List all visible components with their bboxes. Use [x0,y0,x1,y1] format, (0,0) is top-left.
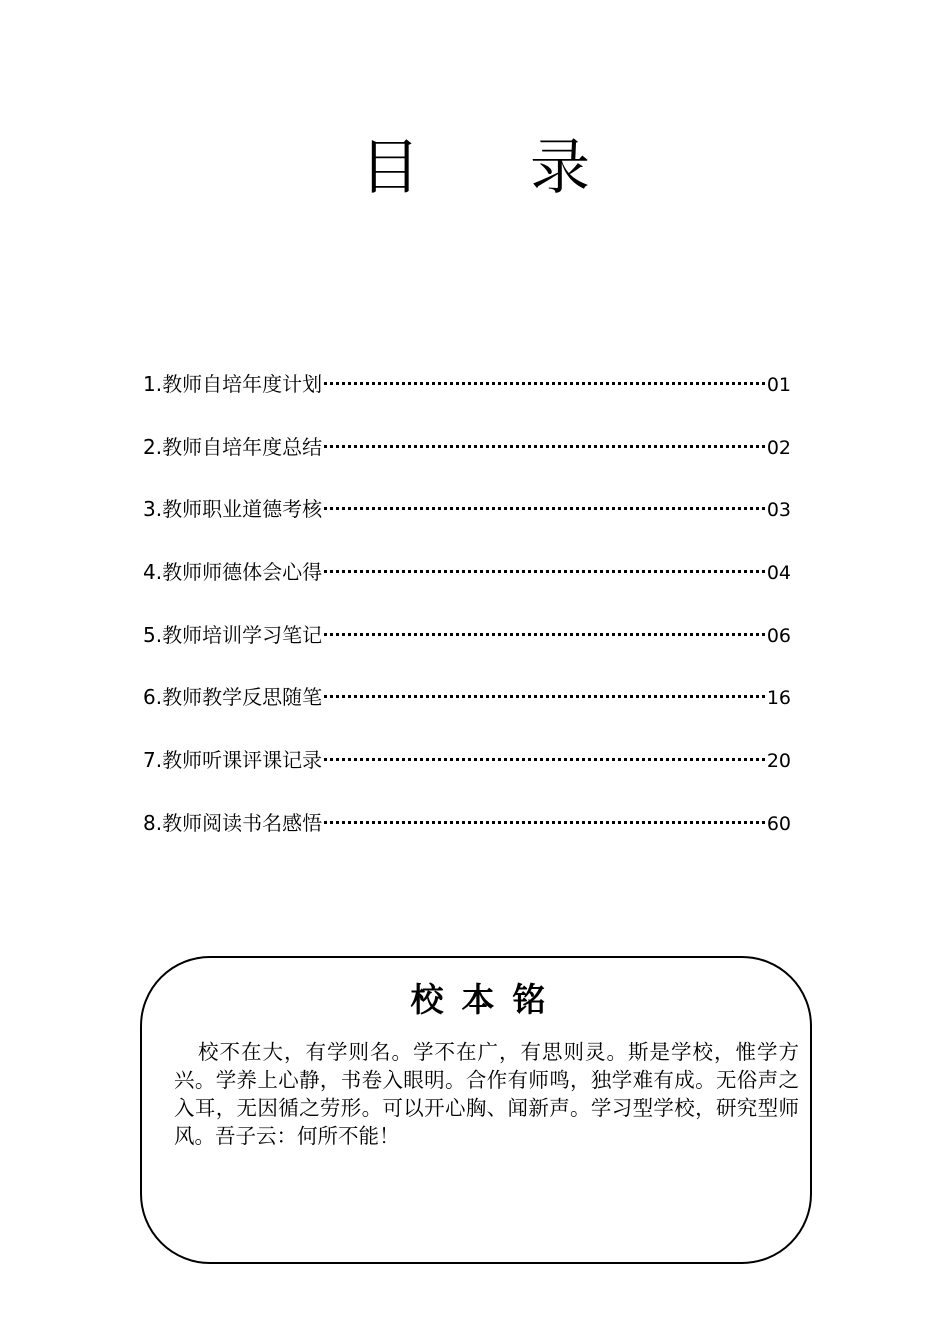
toc-entry-page: 03 [766,499,791,522]
toc-entry-page: 20 [766,750,791,773]
toc-entry[interactable] [143,429,791,492]
toc-leader-dots [324,758,765,761]
toc-entry-page: 60 [766,812,791,835]
toc-entry-label: 3.教师职业道德考核 [143,497,323,522]
toc-entry[interactable] [143,491,791,554]
table-of-contents [143,366,791,868]
page-title: 目录 [360,133,700,203]
toc-leader-dots [324,821,765,824]
toc-leader-dots [324,382,765,385]
toc-entry-label: 4.教师师德体会心得 [143,560,323,585]
toc-entry-label: 1.教师自培年度计划 [143,372,323,396]
toc-entry-page: 01 [766,374,791,396]
toc-entry-label: 6.教师教学反思随笔 [143,685,323,710]
toc-entry[interactable] [143,805,791,868]
toc-entry[interactable] [143,617,791,680]
toc-entry[interactable] [143,366,791,429]
toc-entry-page: 06 [766,624,791,647]
motto-text: 校不在大，有学则名。学不在广，有思则灵。斯是学校，惟学方兴。学养上心静，书卷入眼明。合作有师鸣，独学难有成。无俗声之入耳，无因循之劳形。可以开心胸、闻新声。学习型学校，研究型师风。吾子云：何所不能！ [174,1040,799,1148]
toc-entry[interactable] [143,679,791,742]
toc-leader-dots [324,445,765,448]
toc-entry-page: 02 [766,436,791,459]
toc-entry-label: 2.教师自培年度总结 [143,434,323,459]
toc-leader-dots [324,507,765,510]
toc-leader-dots [324,633,765,636]
toc-entry[interactable] [143,742,791,805]
toc-entry[interactable] [143,554,791,617]
toc-entry-label: 5.教师培训学习笔记 [143,622,323,647]
motto-title: 校本铭 [410,980,564,1019]
toc-leader-dots [324,695,765,698]
school-motto-box [140,956,812,1264]
toc-entry-label: 7.教师听课评课记录 [143,748,323,773]
toc-entry-page: 04 [766,562,791,585]
toc-entry-page: 16 [766,687,791,710]
toc-leader-dots [324,570,765,573]
toc-entry-label: 8.教师阅读书名感悟 [143,810,323,835]
